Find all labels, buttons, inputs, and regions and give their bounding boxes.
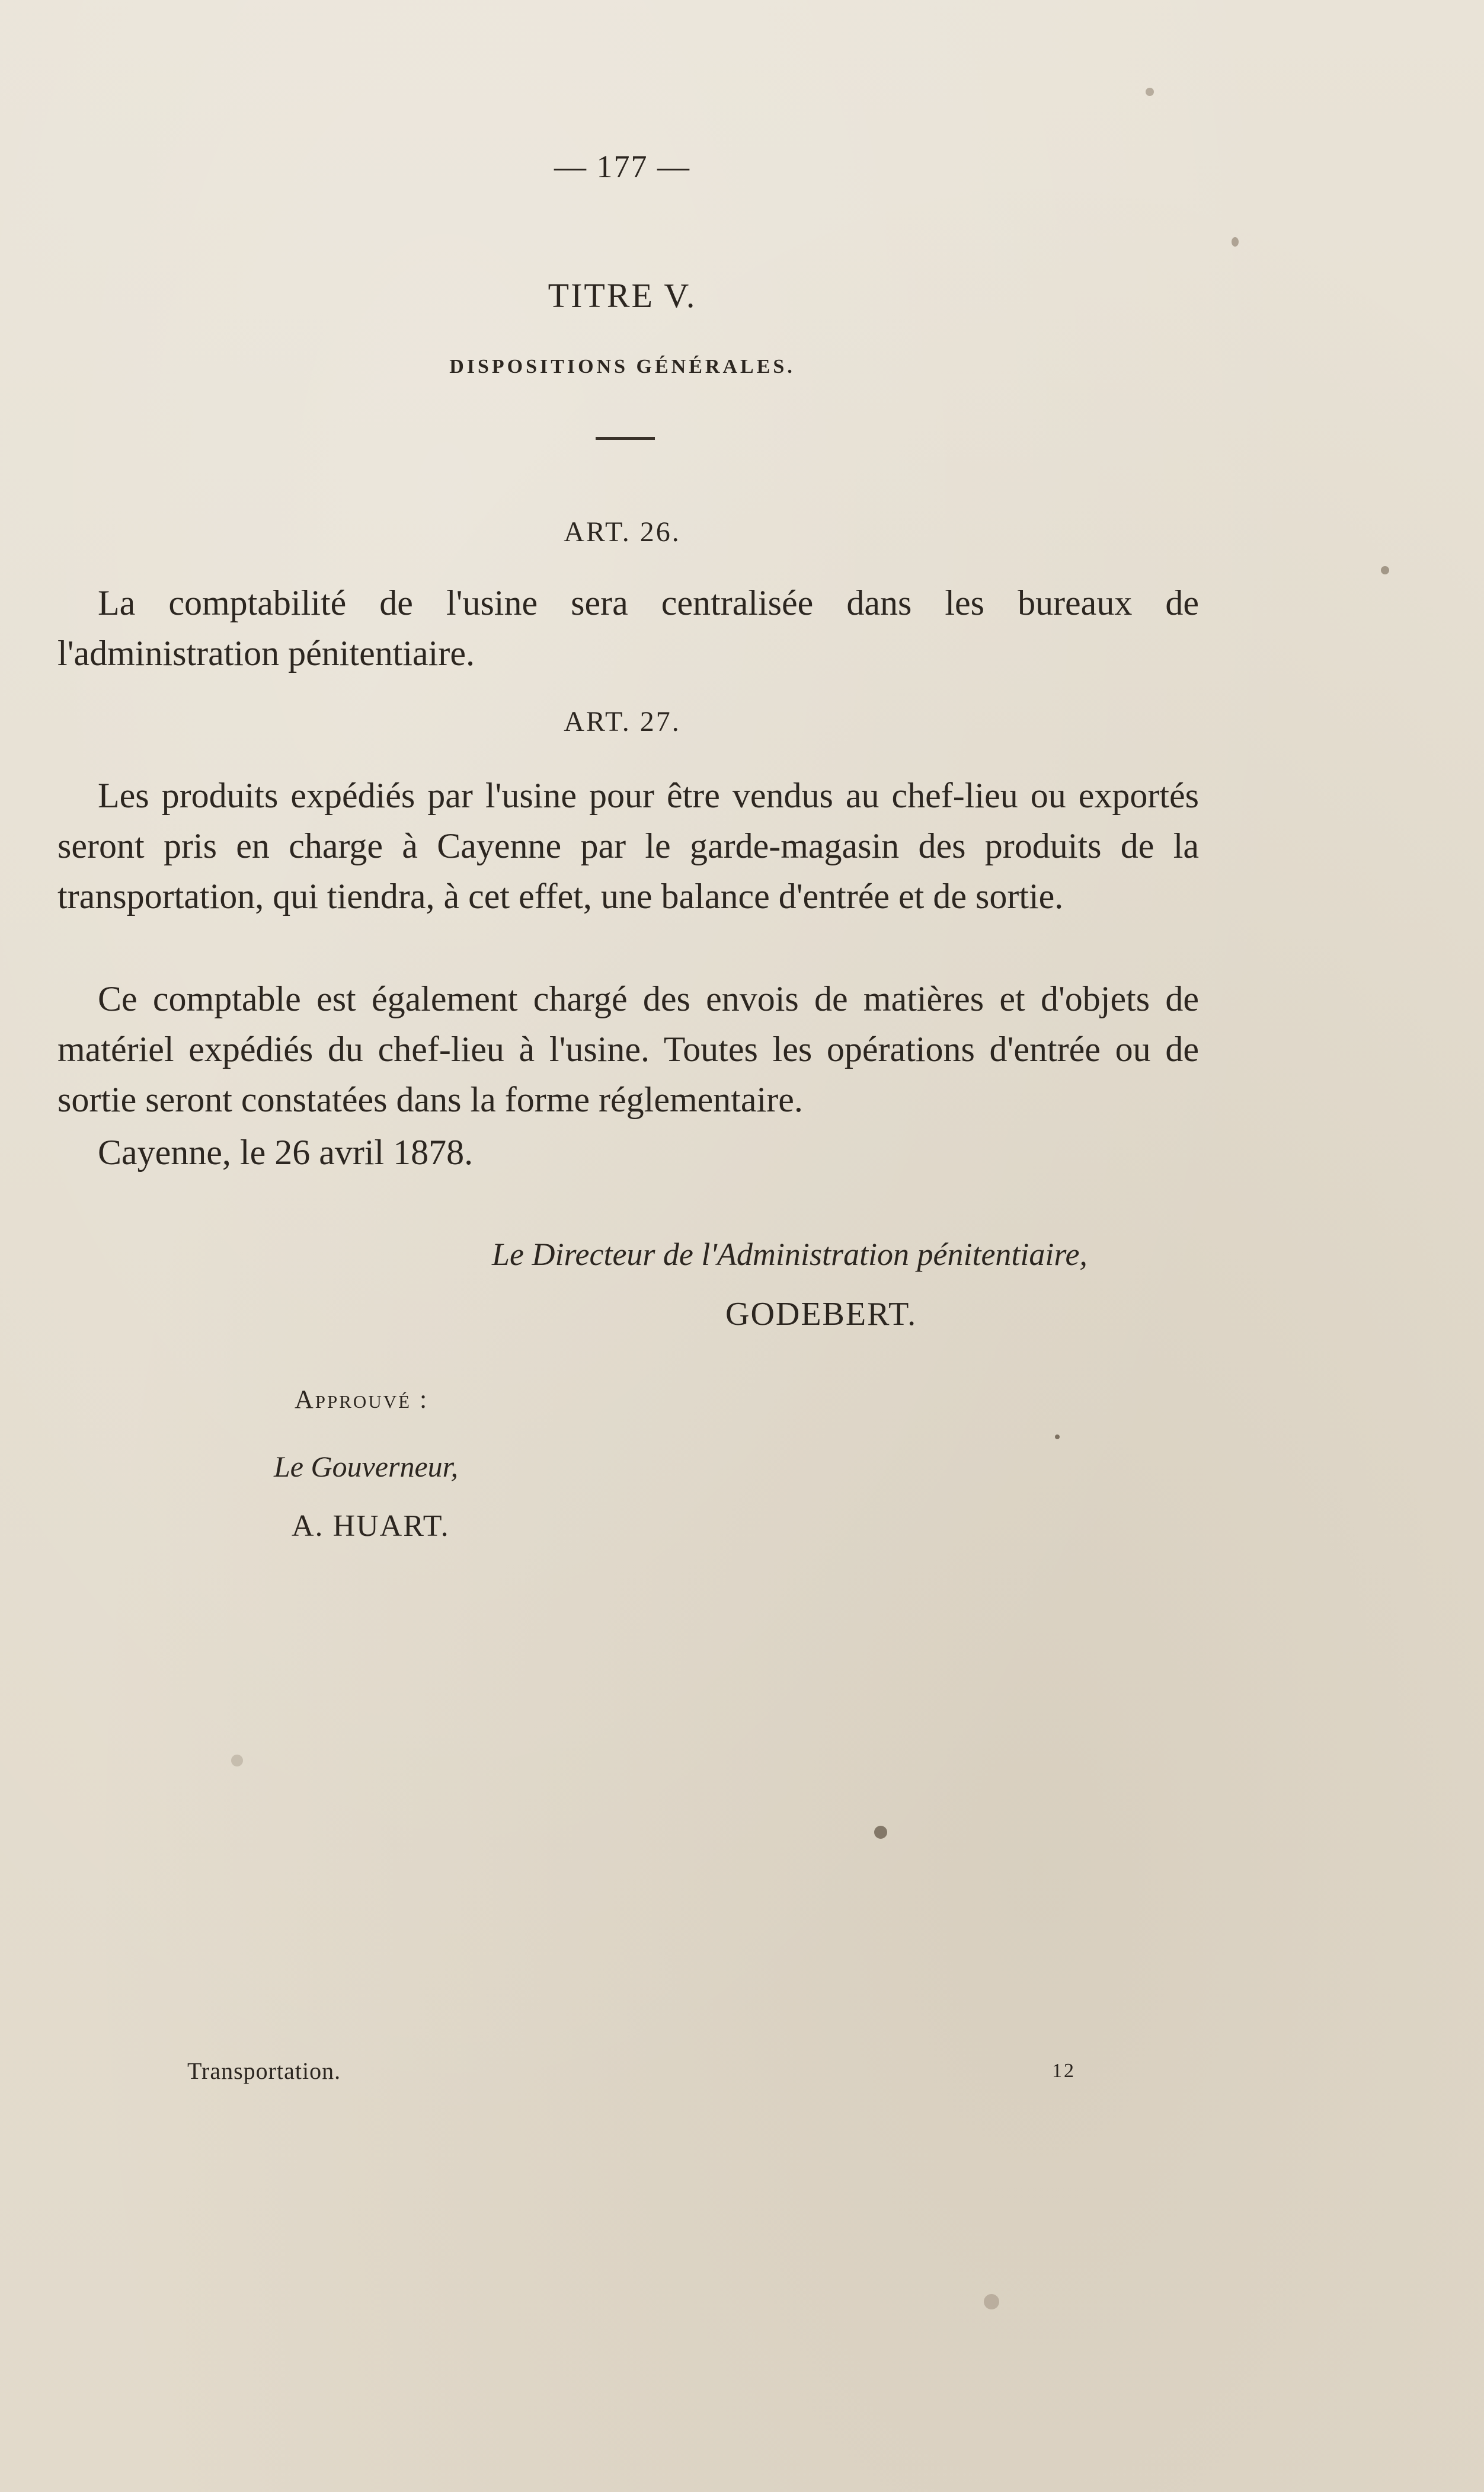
page-number: — 177 — bbox=[554, 149, 690, 184]
article-heading: ART. 27. bbox=[564, 706, 681, 737]
footer-signature-mark: Transportation. bbox=[187, 2058, 341, 2084]
foxing-spot bbox=[1232, 237, 1239, 247]
director-title: Le Directeur de l'Administration pénitentiaire, bbox=[492, 1237, 1088, 1272]
foxing-spot bbox=[1381, 566, 1389, 574]
footer-sheet-number: 12 bbox=[1052, 2060, 1076, 2082]
foxing-spot bbox=[874, 1826, 887, 1839]
section-subtitle: DISPOSITIONS GÉNÉRALES. bbox=[449, 356, 795, 378]
section-title: TITRE V. bbox=[548, 276, 697, 315]
foxing-spot bbox=[231, 1755, 243, 1766]
governor-name: A. HUART. bbox=[292, 1509, 450, 1543]
governor-title: Le Gouverneur, bbox=[274, 1450, 459, 1483]
director-name: GODEBERT. bbox=[725, 1296, 917, 1333]
article-paragraph: La comptabilité de l'usine sera centralisée dans les bureaux de l'administration pénitentiaire. bbox=[57, 583, 1199, 673]
article-paragraph: Ce comptable est également chargé des envois de matières et d'objets de matériel expédiés du chef-lieu à l'usine. Toutes les opérations d'entrée ou de sortie seront constatées dans la forme réglementaire. bbox=[57, 979, 1199, 1119]
divider-rule bbox=[596, 437, 655, 440]
foxing-spot bbox=[1055, 1435, 1060, 1439]
foxing-spot bbox=[1146, 88, 1154, 96]
article-paragraph: Les produits expédiés par l'usine pour être vendus au chef-lieu ou exportés seront pris en charge à Cayenne par le garde-magasin des produits de la transportation, qui tiendra, à cet effet, une balance d'entrée et de sortie. bbox=[57, 776, 1199, 916]
place-date: Cayenne, le 26 avril 1878. bbox=[98, 1133, 474, 1172]
approved-label: Approuvé : bbox=[295, 1385, 429, 1414]
foxing-spot bbox=[984, 2294, 999, 2309]
article-heading: ART. 26. bbox=[564, 516, 681, 548]
